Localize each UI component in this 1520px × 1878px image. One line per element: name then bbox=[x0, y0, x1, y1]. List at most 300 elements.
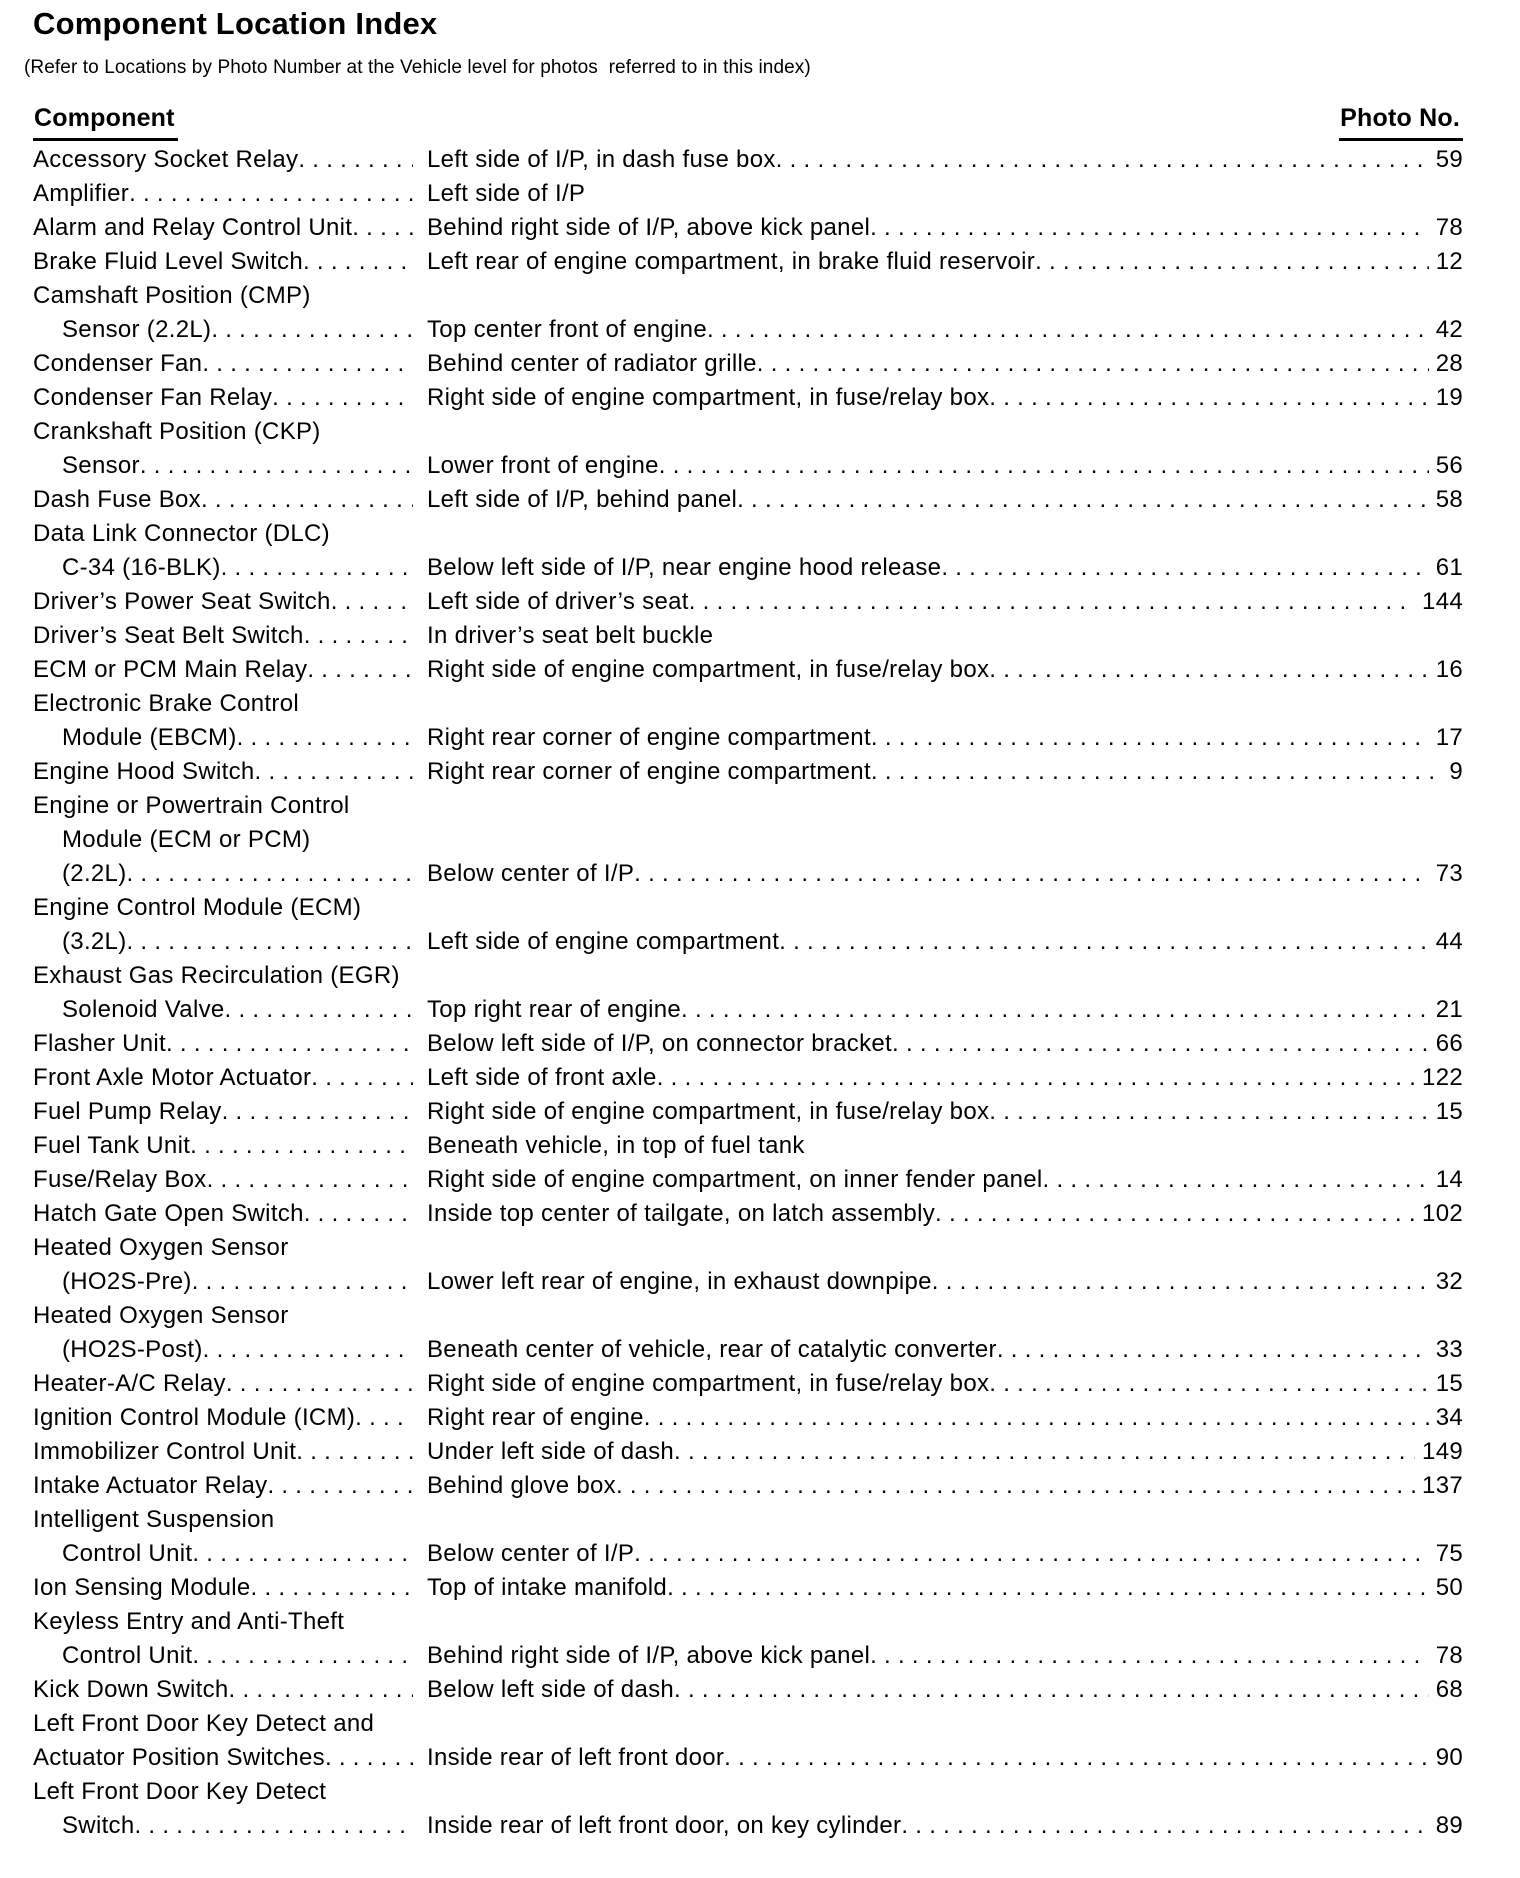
component-name: C-34 (16-BLK) bbox=[62, 554, 221, 581]
location-cell bbox=[427, 1197, 1463, 1231]
photo-number: 50 bbox=[1435, 1574, 1463, 1601]
photo-number: 34 bbox=[1435, 1404, 1463, 1431]
dot-leader bbox=[127, 925, 414, 959]
location-text: Left side of I/P, behind panel bbox=[427, 486, 738, 513]
dot-leader bbox=[644, 1401, 1429, 1435]
component-cell bbox=[33, 1299, 413, 1333]
dot-leader bbox=[229, 1673, 413, 1707]
location-text: Behind glove box bbox=[427, 1472, 616, 1499]
location-text: Below center of I/P bbox=[427, 1540, 635, 1567]
photo-number: 144 bbox=[1422, 588, 1463, 615]
component-name: Alarm and Relay Control Unit bbox=[33, 214, 353, 241]
location-text: Beneath center of vehicle, rear of catalytic converter bbox=[427, 1336, 997, 1363]
dot-leader bbox=[659, 449, 1429, 483]
photo-number: 75 bbox=[1435, 1540, 1463, 1567]
component-cell bbox=[33, 415, 413, 449]
location-text: Lower left rear of engine, in exhaust downpipe bbox=[427, 1268, 932, 1295]
component-cell bbox=[33, 891, 413, 925]
location-text: Left side of front axle bbox=[427, 1064, 657, 1091]
component-name: Condenser Fan Relay bbox=[33, 384, 273, 411]
dot-leader bbox=[776, 143, 1429, 177]
component-cell bbox=[33, 279, 413, 313]
dot-leader bbox=[871, 755, 1442, 789]
component-name: Intake Actuator Relay bbox=[33, 1472, 268, 1499]
dot-leader bbox=[901, 1809, 1428, 1843]
location-cell bbox=[427, 1061, 1463, 1095]
index-row bbox=[33, 1095, 1463, 1129]
dot-leader bbox=[871, 721, 1429, 755]
component-cell bbox=[33, 1605, 413, 1639]
location-text: Top center front of engine bbox=[427, 316, 707, 343]
index-row bbox=[33, 211, 1463, 245]
column-headers bbox=[33, 104, 1463, 141]
component-cell bbox=[33, 653, 413, 687]
index-row bbox=[33, 1673, 1463, 1707]
component-cell bbox=[33, 687, 413, 721]
index-row bbox=[33, 653, 1463, 687]
dot-leader bbox=[674, 1435, 1415, 1469]
photo-number: 19 bbox=[1435, 384, 1463, 411]
component-cell bbox=[33, 823, 413, 857]
dot-leader bbox=[127, 857, 414, 891]
dot-leader bbox=[1035, 245, 1429, 279]
location-text: Top right rear of engine bbox=[427, 996, 682, 1023]
component-cell bbox=[33, 1673, 413, 1707]
photo-number: 58 bbox=[1435, 486, 1463, 513]
component-name: Module (EBCM) bbox=[62, 724, 237, 751]
location-text: Below left side of I/P, near engine hood release bbox=[427, 554, 942, 581]
photo-number: 42 bbox=[1435, 316, 1463, 343]
component-cell bbox=[33, 1639, 413, 1673]
location-cell bbox=[427, 347, 1463, 381]
photo-number: 9 bbox=[1449, 758, 1463, 785]
dot-leader bbox=[140, 449, 413, 483]
photo-number: 17 bbox=[1435, 724, 1463, 751]
component-name: (2.2L) bbox=[62, 860, 127, 887]
location-cell bbox=[427, 143, 1463, 177]
component-name: Keyless Entry and Anti-Theft bbox=[33, 1608, 345, 1635]
component-cell bbox=[33, 211, 413, 245]
index-row bbox=[33, 1503, 1463, 1537]
location-cell bbox=[427, 177, 1463, 211]
location-text: Right side of engine compartment, in fuse/relay box bbox=[427, 1098, 990, 1125]
dot-leader bbox=[724, 1741, 1429, 1775]
location-cell bbox=[427, 1401, 1463, 1435]
dot-leader bbox=[325, 1741, 413, 1775]
location-cell bbox=[427, 1163, 1463, 1197]
dot-leader bbox=[667, 1571, 1429, 1605]
component-cell bbox=[33, 177, 413, 211]
location-text: Left side of I/P, in dash fuse box bbox=[427, 146, 776, 173]
index-row bbox=[33, 1809, 1463, 1843]
index-row bbox=[33, 245, 1463, 279]
location-text: In driver’s seat belt buckle bbox=[427, 622, 714, 649]
location-text: Right rear corner of engine compartment bbox=[427, 724, 871, 751]
dot-leader bbox=[202, 347, 413, 381]
dot-leader bbox=[303, 245, 413, 279]
location-text: Right side of engine compartment, on inner fender panel bbox=[427, 1166, 1043, 1193]
photo-number: 68 bbox=[1435, 1676, 1463, 1703]
component-name: Hatch Gate Open Switch bbox=[33, 1200, 304, 1227]
location-cell bbox=[427, 721, 1463, 755]
component-cell bbox=[33, 381, 413, 415]
component-cell bbox=[33, 1537, 413, 1571]
location-cell bbox=[427, 585, 1463, 619]
dot-leader bbox=[237, 721, 413, 755]
photo-number: 16 bbox=[1435, 656, 1463, 683]
location-cell bbox=[427, 1367, 1463, 1401]
component-name: Accessory Socket Relay bbox=[33, 146, 299, 173]
dot-leader bbox=[192, 1537, 413, 1571]
dot-leader bbox=[255, 755, 413, 789]
index-row bbox=[33, 1707, 1463, 1741]
photo-number: 33 bbox=[1435, 1336, 1463, 1363]
index-row bbox=[33, 1231, 1463, 1265]
component-name: Kick Down Switch bbox=[33, 1676, 229, 1703]
dot-leader bbox=[355, 1401, 413, 1435]
location-cell bbox=[427, 449, 1463, 483]
index-row bbox=[33, 1367, 1463, 1401]
location-text: Beneath vehicle, in top of fuel tank bbox=[427, 1132, 805, 1159]
dot-leader bbox=[129, 177, 413, 211]
component-name: Fuse/Relay Box bbox=[33, 1166, 207, 1193]
component-cell bbox=[33, 1367, 413, 1401]
location-text: Right side of engine compartment, in fuse/relay box bbox=[427, 1370, 990, 1397]
photo-no-column-header: Photo No. bbox=[1339, 104, 1463, 141]
component-name: Intelligent Suspension bbox=[33, 1506, 275, 1533]
component-cell bbox=[33, 925, 413, 959]
dot-leader bbox=[298, 143, 413, 177]
component-name: Sensor (2.2L) bbox=[62, 316, 212, 343]
dot-leader bbox=[674, 1673, 1429, 1707]
component-name: Electronic Brake Control bbox=[33, 690, 299, 717]
location-cell bbox=[427, 1265, 1463, 1299]
component-name: Flasher Unit bbox=[33, 1030, 166, 1057]
index-row bbox=[33, 1469, 1463, 1503]
dot-leader bbox=[221, 551, 413, 585]
photo-number: 122 bbox=[1422, 1064, 1463, 1091]
location-text: Left side of engine compartment bbox=[427, 928, 780, 955]
index-row bbox=[33, 517, 1463, 551]
dot-leader bbox=[935, 1197, 1415, 1231]
dot-leader bbox=[267, 1469, 413, 1503]
photo-number: 15 bbox=[1435, 1370, 1463, 1397]
index-row bbox=[33, 755, 1463, 789]
component-cell bbox=[33, 1469, 413, 1503]
location-text: Inside rear of left front door, on key cylinder bbox=[427, 1812, 902, 1839]
component-name: Module (ECM or PCM) bbox=[62, 826, 311, 853]
location-text: Top of intake manifold bbox=[427, 1574, 668, 1601]
index-row bbox=[33, 279, 1463, 313]
index-row bbox=[33, 1027, 1463, 1061]
component-name: Amplifier bbox=[33, 180, 130, 207]
location-cell bbox=[427, 483, 1463, 517]
component-name: Solenoid Valve bbox=[62, 996, 225, 1023]
dot-leader bbox=[192, 1639, 413, 1673]
index-row bbox=[33, 1435, 1463, 1469]
index-row bbox=[33, 1129, 1463, 1163]
component-cell bbox=[33, 1333, 413, 1367]
component-name: ECM or PCM Main Relay bbox=[33, 656, 308, 683]
index-row bbox=[33, 415, 1463, 449]
index-row bbox=[33, 347, 1463, 381]
location-cell bbox=[427, 313, 1463, 347]
dot-leader bbox=[311, 1061, 413, 1095]
dot-leader bbox=[681, 993, 1429, 1027]
component-name: Camshaft Position (CMP) bbox=[33, 282, 311, 309]
photo-number: 90 bbox=[1435, 1744, 1463, 1771]
dot-leader bbox=[211, 313, 413, 347]
component-name: Switch bbox=[62, 1812, 135, 1839]
location-cell bbox=[427, 857, 1463, 891]
dot-leader bbox=[304, 619, 413, 653]
location-cell bbox=[427, 1435, 1463, 1469]
location-text: Behind center of radiator grille bbox=[427, 350, 757, 377]
location-cell bbox=[427, 551, 1463, 585]
component-name: Engine Hood Switch bbox=[33, 758, 255, 785]
component-cell bbox=[33, 959, 413, 993]
location-cell bbox=[427, 755, 1463, 789]
dot-leader bbox=[222, 1095, 413, 1129]
index-row bbox=[33, 925, 1463, 959]
component-cell bbox=[33, 1741, 413, 1775]
component-cell bbox=[33, 1027, 413, 1061]
component-index-list bbox=[33, 143, 1463, 1843]
dot-leader bbox=[989, 1095, 1428, 1129]
location-text: Below left side of dash bbox=[427, 1676, 675, 1703]
component-cell bbox=[33, 1061, 413, 1095]
dot-leader bbox=[307, 653, 413, 687]
location-text: Right rear of engine bbox=[427, 1404, 644, 1431]
index-row bbox=[33, 1775, 1463, 1809]
index-row bbox=[33, 1299, 1463, 1333]
component-cell bbox=[33, 1129, 413, 1163]
component-cell bbox=[33, 993, 413, 1027]
dot-leader bbox=[779, 925, 1429, 959]
component-cell bbox=[33, 1707, 413, 1741]
component-name: (HO2S-Pre) bbox=[62, 1268, 192, 1295]
index-row bbox=[33, 823, 1463, 857]
location-text: Behind right side of I/P, above kick panel bbox=[427, 214, 871, 241]
index-row bbox=[33, 619, 1463, 653]
component-name: Heater-A/C Relay bbox=[33, 1370, 226, 1397]
component-name: Condenser Fan bbox=[33, 350, 203, 377]
location-cell bbox=[427, 993, 1463, 1027]
index-row bbox=[33, 1265, 1463, 1299]
component-name: Ion Sensing Module bbox=[33, 1574, 251, 1601]
dot-leader bbox=[932, 1265, 1429, 1299]
component-name: Heated Oxygen Sensor bbox=[33, 1234, 289, 1261]
location-text: Right rear corner of engine compartment bbox=[427, 758, 871, 785]
location-cell bbox=[427, 653, 1463, 687]
index-row bbox=[33, 177, 1463, 211]
dot-leader bbox=[870, 1639, 1429, 1673]
location-text: Inside top center of tailgate, on latch assembly bbox=[427, 1200, 936, 1227]
photo-number: 73 bbox=[1435, 860, 1463, 887]
component-name: Immobilizer Control Unit bbox=[33, 1438, 297, 1465]
index-row bbox=[33, 1401, 1463, 1435]
component-name: Data Link Connector (DLC) bbox=[33, 520, 330, 547]
component-name: Control Unit bbox=[62, 1540, 193, 1567]
component-cell bbox=[33, 1775, 413, 1809]
location-text: Inside rear of left front door bbox=[427, 1744, 725, 1771]
dot-leader bbox=[707, 313, 1429, 347]
photo-number: 28 bbox=[1435, 350, 1463, 377]
dot-leader bbox=[989, 653, 1428, 687]
location-text: Right side of engine compartment, in fuse/relay box bbox=[427, 384, 990, 411]
location-cell bbox=[427, 619, 1463, 653]
dot-leader bbox=[352, 211, 413, 245]
component-name: Left Front Door Key Detect and bbox=[33, 1710, 375, 1737]
dot-leader bbox=[272, 381, 413, 415]
component-cell bbox=[33, 1265, 413, 1299]
component-cell bbox=[33, 755, 413, 789]
photo-number: 149 bbox=[1422, 1438, 1463, 1465]
component-cell bbox=[33, 143, 413, 177]
component-name: Fuel Tank Unit bbox=[33, 1132, 191, 1159]
location-cell bbox=[427, 1639, 1463, 1673]
dot-leader bbox=[296, 1435, 413, 1469]
location-cell bbox=[427, 1095, 1463, 1129]
photo-number: 59 bbox=[1435, 146, 1463, 173]
component-cell bbox=[33, 789, 413, 823]
location-text: Left side of I/P bbox=[427, 180, 586, 207]
component-cell bbox=[33, 313, 413, 347]
dot-leader bbox=[989, 1367, 1428, 1401]
location-text: Below center of I/P bbox=[427, 860, 635, 887]
dot-leader bbox=[226, 1367, 413, 1401]
index-row bbox=[33, 143, 1463, 177]
index-row bbox=[33, 1639, 1463, 1673]
component-name: Engine Control Module (ECM) bbox=[33, 894, 362, 921]
photo-number: 56 bbox=[1435, 452, 1463, 479]
component-cell bbox=[33, 449, 413, 483]
photo-number: 14 bbox=[1435, 1166, 1463, 1193]
component-name: Fuel Pump Relay bbox=[33, 1098, 222, 1125]
page-subtitle: (Refer to Locations by Photo Number at the Vehicle level for photos referred to in this index) bbox=[24, 57, 811, 78]
photo-number: 44 bbox=[1435, 928, 1463, 955]
index-row bbox=[33, 1537, 1463, 1571]
component-cell bbox=[33, 1401, 413, 1435]
index-row bbox=[33, 857, 1463, 891]
location-text: Left rear of engine compartment, in brake fluid reservoir bbox=[427, 248, 1036, 275]
index-row bbox=[33, 891, 1463, 925]
photo-number: 89 bbox=[1435, 1812, 1463, 1839]
index-row bbox=[33, 1197, 1463, 1231]
index-row bbox=[33, 483, 1463, 517]
dot-leader bbox=[166, 1027, 413, 1061]
photo-number: 61 bbox=[1435, 554, 1463, 581]
component-name: (3.2L) bbox=[62, 928, 127, 955]
index-row bbox=[33, 1061, 1463, 1095]
component-name: Crankshaft Position (CKP) bbox=[33, 418, 321, 445]
photo-number: 32 bbox=[1435, 1268, 1463, 1295]
index-row bbox=[33, 313, 1463, 347]
component-name: Driver’s Seat Belt Switch bbox=[33, 622, 304, 649]
photo-number: 102 bbox=[1422, 1200, 1463, 1227]
dot-leader bbox=[207, 1163, 413, 1197]
component-cell bbox=[33, 721, 413, 755]
component-name: Ignition Control Module (ICM) bbox=[33, 1404, 356, 1431]
index-row bbox=[33, 1571, 1463, 1605]
component-cell bbox=[33, 1571, 413, 1605]
dot-leader bbox=[892, 1027, 1429, 1061]
dot-leader bbox=[331, 585, 413, 619]
location-cell bbox=[427, 1027, 1463, 1061]
location-cell bbox=[427, 1571, 1463, 1605]
component-cell bbox=[33, 1231, 413, 1265]
index-row bbox=[33, 551, 1463, 585]
location-cell bbox=[427, 1333, 1463, 1367]
component-name: Dash Fuse Box bbox=[33, 486, 201, 513]
page-title: Component Location Index bbox=[33, 6, 438, 41]
dot-leader bbox=[251, 1571, 413, 1605]
dot-leader bbox=[757, 347, 1429, 381]
photo-number: 15 bbox=[1435, 1098, 1463, 1125]
location-text: Lower front of engine bbox=[427, 452, 659, 479]
component-column-header: Component bbox=[33, 104, 178, 141]
component-cell bbox=[33, 483, 413, 517]
component-cell bbox=[33, 1503, 413, 1537]
index-row bbox=[33, 721, 1463, 755]
component-name: Exhaust Gas Recirculation (EGR) bbox=[33, 962, 400, 989]
index-row bbox=[33, 1741, 1463, 1775]
index-row bbox=[33, 1605, 1463, 1639]
component-name: Front Axle Motor Actuator bbox=[33, 1064, 312, 1091]
index-row bbox=[33, 789, 1463, 823]
photo-number: 21 bbox=[1435, 996, 1463, 1023]
component-name: Sensor bbox=[62, 452, 140, 479]
photo-number: 78 bbox=[1435, 1642, 1463, 1669]
dot-leader bbox=[989, 381, 1428, 415]
component-name: Actuator Position Switches bbox=[33, 1744, 325, 1771]
component-cell bbox=[33, 585, 413, 619]
photo-number: 12 bbox=[1435, 248, 1463, 275]
index-row bbox=[33, 381, 1463, 415]
dot-leader bbox=[203, 1333, 413, 1367]
dot-leader bbox=[201, 483, 413, 517]
component-name: Engine or Powertrain Control bbox=[33, 792, 350, 819]
location-text: Below left side of I/P, on connector bracket bbox=[427, 1030, 893, 1057]
dot-leader bbox=[190, 1129, 413, 1163]
component-cell bbox=[33, 1809, 413, 1843]
index-row bbox=[33, 1333, 1463, 1367]
location-text: Under left side of dash bbox=[427, 1438, 675, 1465]
dot-leader bbox=[616, 1469, 1415, 1503]
component-cell bbox=[33, 551, 413, 585]
index-row bbox=[33, 959, 1463, 993]
component-cell bbox=[33, 1435, 413, 1469]
location-cell bbox=[427, 1537, 1463, 1571]
dot-leader bbox=[689, 585, 1415, 619]
dot-leader bbox=[657, 1061, 1415, 1095]
location-cell bbox=[427, 1469, 1463, 1503]
dot-leader bbox=[941, 551, 1428, 585]
component-name: Driver’s Power Seat Switch bbox=[33, 588, 331, 615]
component-name: Control Unit bbox=[62, 1642, 193, 1669]
photo-number: 78 bbox=[1435, 214, 1463, 241]
index-row bbox=[33, 1163, 1463, 1197]
dot-leader bbox=[304, 1197, 413, 1231]
component-cell bbox=[33, 1163, 413, 1197]
index-row bbox=[33, 449, 1463, 483]
location-cell bbox=[427, 1129, 1463, 1163]
dot-leader bbox=[870, 211, 1429, 245]
dot-leader bbox=[225, 993, 413, 1027]
dot-leader bbox=[192, 1265, 413, 1299]
location-text: Left side of driver’s seat bbox=[427, 588, 689, 615]
location-cell bbox=[427, 925, 1463, 959]
